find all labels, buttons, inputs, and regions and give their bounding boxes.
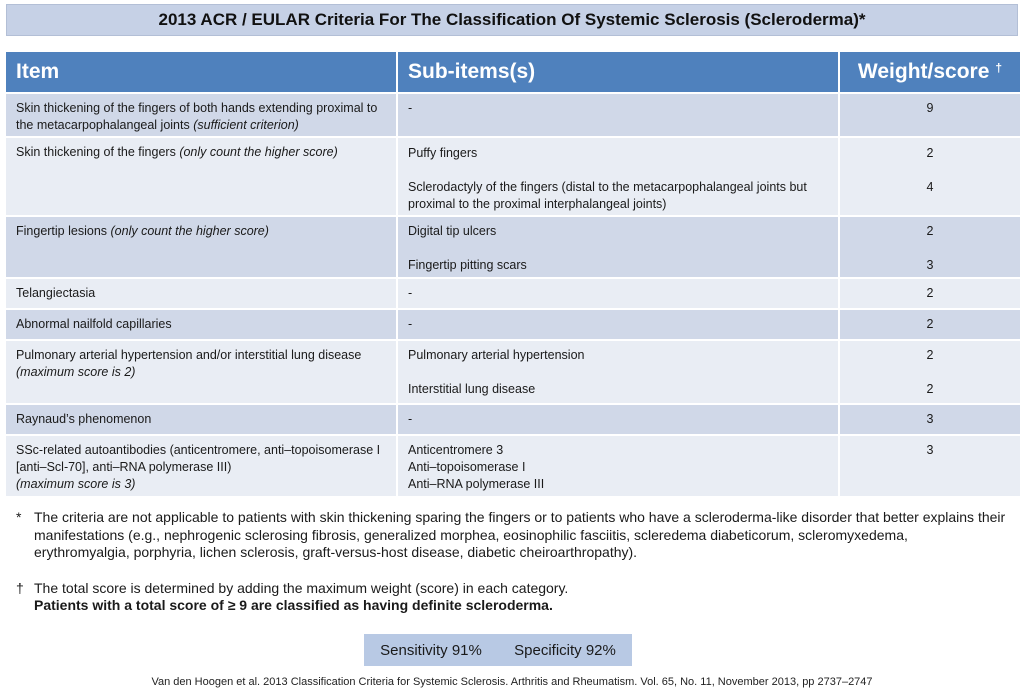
subitem-cell: - — [398, 310, 840, 339]
score-cell: 3 — [926, 412, 934, 426]
item-cell: Abnormal nailfold capillaries — [6, 310, 398, 339]
table-header — [6, 52, 1020, 92]
subitem-cell: Pulmonary arterial hypertension Interstitial lung disease — [398, 341, 840, 403]
score-cell: 9 — [926, 101, 934, 115]
table-row — [6, 339, 1020, 403]
item-cell: Fingertip lesions (only count the higher score) — [6, 217, 398, 277]
sensitivity-label: Sensitivity 91% — [380, 641, 482, 659]
table-row — [6, 136, 1020, 215]
criteria-table — [6, 52, 1020, 496]
score-cell: 2 — [926, 317, 934, 331]
sensitivity-specificity-box — [364, 634, 632, 666]
score-cell: 2 4 — [926, 146, 934, 194]
item-cell: Telangiectasia — [6, 279, 398, 308]
subitem-cell: - — [398, 94, 840, 136]
subitem-cell: Anticentromere 3 Anti–topoisomerase I Anti–RNA polymerase III — [398, 436, 840, 496]
header-item: Item — [6, 52, 398, 92]
item-cell: SSc-related autoantibodies (anticentromere, anti–topoisomerase I [anti–Scl-70], anti–RNA polymerase III) (maximum score is 3) — [6, 436, 398, 496]
subitem-cell: Digital tip ulcers Fingertip pitting scars — [398, 217, 840, 277]
item-cell: Skin thickening of the fingers (only count the higher score) — [6, 138, 398, 215]
footnote-asterisk: * The criteria are not applicable to patients with skin thickening sparing the fingers or to patients who have a scleroderma-like disorder that better explains their manifestations (e.g., nephrogenic sclerosing fibrosis, generalized morphea, eosinophilic fasciitis, scleredema diabeticorum, scleromyxedema, erythromyalgia, porphyria, lichen sclerosis, graft-versus-host disease, diabetic cheiroarthropathy). — [16, 509, 1006, 560]
footnote-dagger: † The total score is determined by adding the maximum weight (score) in each category. Patients with a total score of ≥ 9 are classified as having definite scleroderma. — [16, 579, 569, 613]
subitem-cell: - — [398, 279, 840, 308]
table-row — [6, 277, 1020, 308]
score-cell: 3 — [926, 443, 934, 457]
header-subitems: Sub-items(s) — [398, 52, 840, 92]
footnotes — [16, 509, 1006, 615]
item-cell: Raynaud’s phenomenon — [6, 405, 398, 434]
table-row — [6, 308, 1020, 339]
table-row — [6, 403, 1020, 434]
item-cell: Pulmonary arterial hypertension and/or interstitial lung disease (maximum score is 2) — [6, 341, 398, 403]
item-cell: Skin thickening of the fingers of both hands extending proximal to the metacarpophalangeal joints (sufficient criterion) — [6, 94, 398, 136]
subitem-cell: - — [398, 405, 840, 434]
score-cell: 2 3 — [926, 224, 934, 272]
citation: Van den Hoogen et al. 2013 Classification Criteria for Systemic Sclerosis. Arthritis and Rheumatism. Vol. 65, No. 11, November 2013, pp 2737–2747 — [151, 676, 873, 688]
score-cell: 2 — [926, 286, 934, 300]
table-row — [6, 215, 1020, 277]
dagger-mark: † — [995, 61, 1003, 75]
score-cell: 2 2 — [926, 348, 934, 396]
header-weight: Weight/score † — [857, 60, 1003, 83]
specificity-label: Specificity 92% — [514, 641, 616, 659]
table-row — [6, 92, 1020, 136]
page-title: 2013 ACR / EULAR Criteria For The Classification Of Systemic Sclerosis (Scleroderma)* — [6, 4, 1018, 36]
table-row — [6, 434, 1020, 496]
subitem-cell: Puffy fingers Sclerodactyly of the fingers (distal to the metacarpophalangeal joints but proximal to the proximal interphalangeal joints) — [398, 138, 840, 215]
